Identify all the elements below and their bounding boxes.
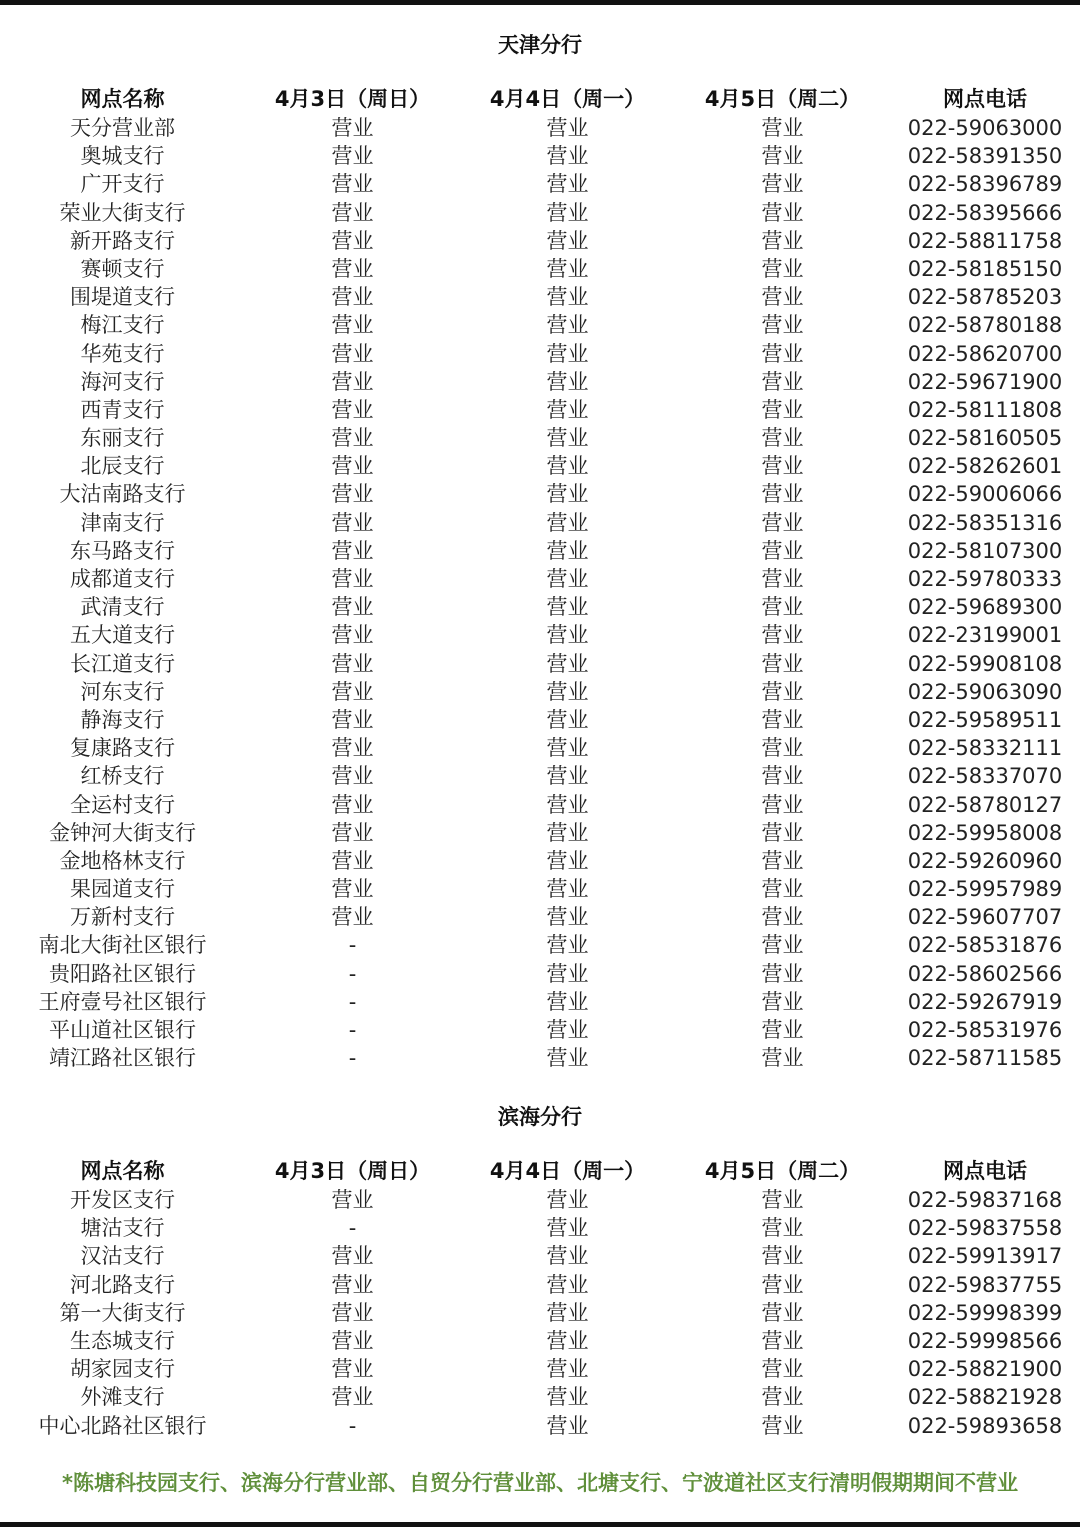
cell-day1-status: 营业	[331, 595, 374, 620]
cell-day3-status: 营业	[761, 623, 804, 648]
table-row	[0, 819, 1080, 847]
table-row	[0, 1299, 1080, 1327]
cell-day1-status: 营业	[331, 228, 374, 253]
cell-day2-status: 营业	[546, 905, 589, 930]
cell-day2-status: 营业	[546, 285, 589, 310]
table-row	[0, 734, 1080, 762]
cell-branch-name: 西青支行	[80, 397, 165, 422]
cell-day2-status: 营业	[546, 1328, 589, 1353]
table-row	[0, 311, 1080, 339]
cell-day1-status: 营业	[331, 1300, 374, 1325]
cell-day2-status: 营业	[546, 679, 589, 704]
cell-branch-name: 围堤道支行	[70, 285, 175, 310]
cell-phone: 022-59837755	[907, 1272, 1063, 1297]
cell-branch-name: 王府壹号社区银行	[38, 989, 207, 1014]
cell-day1-status: 营业	[331, 256, 374, 281]
cell-day1-status: 营业	[331, 623, 374, 648]
cell-branch-name: 广开支行	[80, 172, 165, 197]
cell-phone: 022-59267919	[907, 989, 1063, 1014]
cell-phone: 022-58531876	[907, 933, 1063, 958]
cell-branch-name: 果园道支行	[70, 877, 175, 902]
header-day3: 4月5日（周二）	[704, 87, 861, 111]
table-row	[0, 1355, 1080, 1383]
cell-phone: 022-58780127	[907, 792, 1063, 817]
table-row	[0, 931, 1080, 959]
cell-branch-name: 复康路支行	[70, 736, 175, 761]
cell-day2-status: 营业	[546, 1244, 589, 1269]
cell-phone: 022-59260960	[907, 848, 1063, 873]
cell-day2-status: 营业	[546, 313, 589, 338]
section-title: 滨海分行	[498, 1105, 582, 1129]
cell-phone: 022-59589511	[907, 707, 1063, 732]
cell-day3-status: 营业	[761, 961, 804, 986]
cell-branch-name: 新开路支行	[70, 228, 175, 253]
cell-phone: 022-58711585	[907, 1046, 1063, 1071]
cell-day2-status: 营业	[546, 200, 589, 225]
cell-day3-status: 营业	[761, 538, 804, 563]
cell-branch-name: 天分营业部	[70, 116, 175, 140]
cell-day2-status: 营业	[546, 820, 589, 845]
cell-phone: 022-58160505	[907, 426, 1063, 451]
cell-day2-status: 营业	[546, 341, 589, 366]
cell-day3-status: 营业	[761, 200, 804, 225]
cell-day2-status: 营业	[546, 961, 589, 986]
table-row	[0, 509, 1080, 537]
cell-branch-name: 荣业大街支行	[59, 200, 186, 225]
cell-day3-status: 营业	[761, 792, 804, 817]
table-row	[0, 1242, 1080, 1270]
cell-branch-name: 赛顿支行	[80, 256, 165, 281]
cell-day2-status: 营业	[546, 1300, 589, 1325]
cell-day3-status: 营业	[761, 1272, 804, 1297]
cell-day1-status: 营业	[331, 397, 374, 422]
cell-day2-status: 营业	[546, 1216, 589, 1241]
cell-day1-status: 营业	[331, 679, 374, 704]
cell-day3-status: 营业	[761, 228, 804, 253]
section-tianjin	[0, 28, 1080, 1072]
cell-phone: 022-58332111	[907, 736, 1063, 761]
table-row	[0, 142, 1080, 170]
cell-day2-status: 营业	[546, 595, 589, 620]
cell-day2-status: 营业	[546, 877, 589, 902]
header-phone: 网点电话	[943, 87, 1027, 111]
cell-day1-status: 营业	[331, 341, 374, 366]
cell-day2-status: 营业	[546, 651, 589, 676]
table-row	[0, 903, 1080, 931]
table-row	[0, 762, 1080, 790]
cell-day2-status: 营业	[546, 1385, 589, 1410]
cell-day3-status: 营业	[761, 707, 804, 732]
cell-phone: 022-58351316	[907, 510, 1063, 535]
cell-branch-name: 南北大街社区银行	[38, 933, 207, 958]
cell-day3-status: 营业	[761, 1216, 804, 1241]
cell-branch-name: 胡家园支行	[70, 1357, 175, 1382]
cell-day3-status: 营业	[761, 144, 804, 169]
cell-day1-status: 营业	[331, 792, 374, 817]
cell-day2-status: 营业	[546, 1046, 589, 1071]
cell-branch-name: 平山道社区银行	[49, 1018, 196, 1042]
header-day2: 4月4日（周一）	[489, 1159, 646, 1183]
table-row	[0, 537, 1080, 565]
cell-phone: 022-59913917	[907, 1244, 1063, 1269]
cell-branch-name: 开发区支行	[70, 1188, 175, 1212]
cell-day1-status: 营业	[331, 567, 374, 591]
bottom-border	[0, 1522, 1080, 1527]
cell-day2-status: 营业	[546, 369, 589, 394]
cell-day3-status: 营业	[761, 313, 804, 338]
cell-day1-status: 营业	[331, 905, 374, 930]
cell-day1-status: 营业	[331, 144, 374, 169]
cell-day1-status: 营业	[331, 736, 374, 761]
cell-day3-status: 营业	[761, 989, 804, 1014]
header-phone: 网点电话	[943, 1159, 1027, 1183]
cell-phone: 022-59957989	[907, 877, 1063, 902]
cell-day2-status: 营业	[546, 1413, 589, 1438]
table-row	[0, 424, 1080, 452]
cell-day3-status: 营业	[761, 595, 804, 620]
cell-phone: 022-59958008	[907, 820, 1063, 845]
cell-branch-name: 全运村支行	[70, 792, 175, 817]
cell-branch-name: 奥城支行	[80, 144, 165, 169]
cell-day1-status: 营业	[331, 200, 374, 225]
cell-branch-name: 成都道支行	[70, 567, 175, 591]
cell-branch-name: 长江道支行	[70, 651, 175, 676]
cell-day2-status: 营业	[546, 933, 589, 958]
cell-day3-status: 营业	[761, 116, 804, 140]
table-row	[0, 960, 1080, 988]
cell-day1-status: 营业	[331, 426, 374, 451]
cell-phone: 022-59908108	[907, 651, 1063, 676]
cell-day1-status: 营业	[331, 454, 374, 479]
cell-phone: 022-59607707	[907, 905, 1063, 930]
cell-phone: 022-59063000	[907, 116, 1063, 140]
cell-day3-status: 营业	[761, 1244, 804, 1269]
table-body	[0, 114, 1080, 1072]
header-branch-name: 网点名称	[80, 1159, 165, 1183]
table-row	[0, 368, 1080, 396]
table-row	[0, 650, 1080, 678]
cell-day1-status: -	[348, 1018, 357, 1042]
cell-phone: 022-58821900	[907, 1357, 1063, 1382]
header-day3: 4月5日（周二）	[704, 1159, 861, 1183]
cell-phone: 022-59006066	[907, 482, 1063, 507]
table-row	[0, 565, 1080, 593]
cell-day3-status: 营业	[761, 426, 804, 451]
header-day2: 4月4日（周一）	[489, 87, 646, 111]
table-row	[0, 875, 1080, 903]
cell-day3-status: 营业	[761, 341, 804, 366]
cell-day3-status: 营业	[761, 256, 804, 281]
cell-day2-status: 营业	[546, 397, 589, 422]
table-row	[0, 621, 1080, 649]
cell-branch-name: 红桥支行	[80, 764, 165, 789]
table-row	[0, 396, 1080, 424]
cell-day3-status: 营业	[761, 1018, 804, 1042]
cell-phone: 022-58531976	[907, 1018, 1063, 1042]
table-row	[0, 847, 1080, 875]
cell-phone: 022-59998399	[907, 1300, 1063, 1325]
cell-day2-status: 营业	[546, 792, 589, 817]
cell-day2-status: 营业	[546, 116, 589, 140]
cell-day2-status: 营业	[546, 426, 589, 451]
cell-day1-status: -	[348, 961, 357, 986]
cell-day3-status: 营业	[761, 369, 804, 394]
cell-branch-name: 靖江路社区银行	[49, 1046, 196, 1071]
table-row	[0, 283, 1080, 311]
top-border	[0, 0, 1080, 5]
cell-phone: 022-58185150	[907, 256, 1063, 281]
cell-day1-status: 营业	[331, 510, 374, 535]
cell-day2-status: 营业	[546, 623, 589, 648]
table-row	[0, 1412, 1080, 1440]
cell-branch-name: 海河支行	[80, 369, 165, 394]
cell-day2-status: 营业	[546, 144, 589, 169]
table-row	[0, 1214, 1080, 1242]
cell-phone: 022-59689300	[907, 595, 1063, 620]
cell-day2-status: 营业	[546, 1272, 589, 1297]
cell-day2-status: 营业	[546, 482, 589, 507]
table-row	[0, 340, 1080, 368]
cell-day3-status: 营业	[761, 764, 804, 789]
cell-phone: 022-58396789	[907, 172, 1063, 197]
section-binhai	[0, 1100, 1080, 1440]
cell-day2-status: 营业	[546, 764, 589, 789]
cell-phone: 022-59837558	[907, 1216, 1063, 1241]
cell-branch-name: 金地格林支行	[59, 848, 186, 873]
cell-day3-status: 营业	[761, 820, 804, 845]
cell-branch-name: 外滩支行	[80, 1385, 165, 1410]
cell-day3-status: 营业	[761, 1385, 804, 1410]
cell-day2-status: 营业	[546, 228, 589, 253]
table-row	[0, 706, 1080, 734]
cell-phone: 022-58391350	[907, 144, 1063, 169]
cell-day3-status: 营业	[761, 905, 804, 930]
cell-day3-status: 营业	[761, 1413, 804, 1438]
table-row	[0, 678, 1080, 706]
table-row	[0, 452, 1080, 480]
cell-day1-status: 营业	[331, 764, 374, 789]
cell-branch-name: 贵阳路社区银行	[49, 961, 196, 986]
cell-day1-status: 营业	[331, 1244, 374, 1269]
table-row	[0, 791, 1080, 819]
cell-phone: 022-59780333	[907, 567, 1063, 591]
cell-day3-status: 营业	[761, 510, 804, 535]
cell-phone: 022-58811758	[907, 228, 1063, 253]
cell-day1-status: 营业	[331, 1188, 374, 1212]
cell-day1-status: 营业	[331, 1357, 374, 1382]
cell-day3-status: 营业	[761, 1046, 804, 1071]
cell-day2-status: 营业	[546, 989, 589, 1014]
cell-branch-name: 河东支行	[80, 679, 165, 704]
cell-day1-status: 营业	[331, 707, 374, 732]
cell-phone: 022-58785203	[907, 285, 1063, 310]
cell-day1-status: 营业	[331, 116, 374, 140]
cell-day1-status: -	[348, 1216, 357, 1241]
cell-day3-status: 营业	[761, 877, 804, 902]
cell-day2-status: 营业	[546, 172, 589, 197]
cell-phone: 022-58337070	[907, 764, 1063, 789]
cell-phone: 022-59837168	[907, 1188, 1063, 1212]
cell-branch-name: 华苑支行	[80, 341, 165, 366]
table-row	[0, 170, 1080, 198]
cell-branch-name: 河北路支行	[70, 1272, 175, 1297]
cell-day3-status: 营业	[761, 848, 804, 873]
cell-day2-status: 营业	[546, 1188, 589, 1212]
cell-branch-name: 中心北路社区银行	[38, 1413, 207, 1438]
cell-day3-status: 营业	[761, 454, 804, 479]
cell-branch-name: 金钟河大街支行	[49, 820, 196, 845]
cell-day3-status: 营业	[761, 172, 804, 197]
cell-phone: 022-59998566	[907, 1328, 1063, 1353]
cell-branch-name: 汉沽支行	[80, 1244, 165, 1269]
cell-day1-status: -	[348, 1046, 357, 1071]
cell-day1-status: 营业	[331, 651, 374, 676]
cell-day3-status: 营业	[761, 736, 804, 761]
cell-branch-name: 东马路支行	[70, 538, 175, 563]
cell-day2-status: 营业	[546, 1357, 589, 1382]
cell-day1-status: -	[348, 989, 357, 1014]
cell-phone: 022-58780188	[907, 313, 1063, 338]
cell-day1-status: 营业	[331, 285, 374, 310]
cell-phone: 022-59893658	[907, 1413, 1063, 1438]
cell-phone: 022-58620700	[907, 341, 1063, 366]
cell-day3-status: 营业	[761, 1328, 804, 1353]
cell-day3-status: 营业	[761, 567, 804, 591]
cell-day3-status: 营业	[761, 285, 804, 310]
cell-branch-name: 生态城支行	[70, 1328, 175, 1353]
table-row	[0, 199, 1080, 227]
cell-day3-status: 营业	[761, 651, 804, 676]
table-row	[0, 114, 1080, 142]
cell-day3-status: 营业	[761, 397, 804, 422]
cell-day1-status: -	[348, 933, 357, 958]
cell-branch-name: 第一大街支行	[59, 1300, 186, 1325]
cell-day2-status: 营业	[546, 707, 589, 732]
cell-day1-status: 营业	[331, 877, 374, 902]
cell-branch-name: 塘沽支行	[80, 1216, 165, 1241]
cell-phone: 022-58821928	[907, 1385, 1063, 1410]
cell-day1-status: 营业	[331, 1385, 374, 1410]
closure-note: *陈塘科技园支行、滨海分行营业部、自贸分行营业部、北塘支行、宁波道社区支行清明假期期间不营业	[62, 1471, 1018, 1495]
table-row	[0, 1327, 1080, 1355]
cell-day1-status: -	[348, 1413, 357, 1438]
header-day1: 4月3日（周日）	[274, 87, 431, 111]
cell-day2-status: 营业	[546, 538, 589, 563]
table-row	[0, 593, 1080, 621]
table-row	[0, 1044, 1080, 1072]
cell-phone: 022-58107300	[907, 538, 1063, 563]
cell-phone: 022-58111808	[907, 397, 1063, 422]
cell-branch-name: 大沽南路支行	[59, 482, 186, 507]
table-row	[0, 1186, 1080, 1214]
cell-day2-status: 营业	[546, 1018, 589, 1042]
table-header	[0, 84, 1080, 114]
cell-day1-status: 营业	[331, 538, 374, 563]
cell-day3-status: 营业	[761, 482, 804, 507]
header-day1: 4月3日（周日）	[274, 1159, 431, 1183]
cell-day3-status: 营业	[761, 1188, 804, 1212]
table-row	[0, 1271, 1080, 1299]
cell-day3-status: 营业	[761, 679, 804, 704]
table-header	[0, 1156, 1080, 1186]
cell-day1-status: 营业	[331, 848, 374, 873]
cell-day1-status: 营业	[331, 820, 374, 845]
cell-branch-name: 东丽支行	[80, 426, 165, 451]
cell-day1-status: 营业	[331, 172, 374, 197]
cell-day3-status: 营业	[761, 933, 804, 958]
cell-day1-status: 营业	[331, 313, 374, 338]
cell-day1-status: 营业	[331, 1328, 374, 1353]
cell-phone: 022-59063090	[907, 679, 1063, 704]
cell-phone: 022-23199001	[907, 623, 1063, 648]
cell-day1-status: 营业	[331, 1272, 374, 1297]
cell-branch-name: 万新村支行	[70, 905, 175, 930]
cell-day2-status: 营业	[546, 567, 589, 591]
table-row	[0, 255, 1080, 283]
cell-day2-status: 营业	[546, 848, 589, 873]
header-branch-name: 网点名称	[80, 87, 165, 111]
cell-phone: 022-58395666	[907, 200, 1063, 225]
table-row	[0, 1383, 1080, 1411]
cell-day3-status: 营业	[761, 1357, 804, 1382]
cell-branch-name: 武清支行	[80, 595, 165, 620]
cell-branch-name: 津南支行	[80, 510, 165, 535]
cell-day1-status: 营业	[331, 369, 374, 394]
cell-phone: 022-58262601	[907, 454, 1063, 479]
cell-branch-name: 静海支行	[80, 707, 165, 732]
cell-day3-status: 营业	[761, 1300, 804, 1325]
table-row	[0, 480, 1080, 508]
cell-day2-status: 营业	[546, 454, 589, 479]
section-title: 天津分行	[498, 33, 582, 57]
cell-day2-status: 营业	[546, 736, 589, 761]
cell-day2-status: 营业	[546, 256, 589, 281]
table-row	[0, 988, 1080, 1016]
cell-branch-name: 北辰支行	[80, 454, 165, 479]
cell-phone: 022-58602566	[907, 961, 1063, 986]
table-row	[0, 1016, 1080, 1044]
table-body	[0, 1186, 1080, 1440]
cell-branch-name: 五大道支行	[70, 623, 175, 648]
cell-branch-name: 梅江支行	[80, 313, 165, 338]
cell-day1-status: 营业	[331, 482, 374, 507]
cell-day2-status: 营业	[546, 510, 589, 535]
cell-phone: 022-59671900	[907, 369, 1063, 394]
table-row	[0, 227, 1080, 255]
